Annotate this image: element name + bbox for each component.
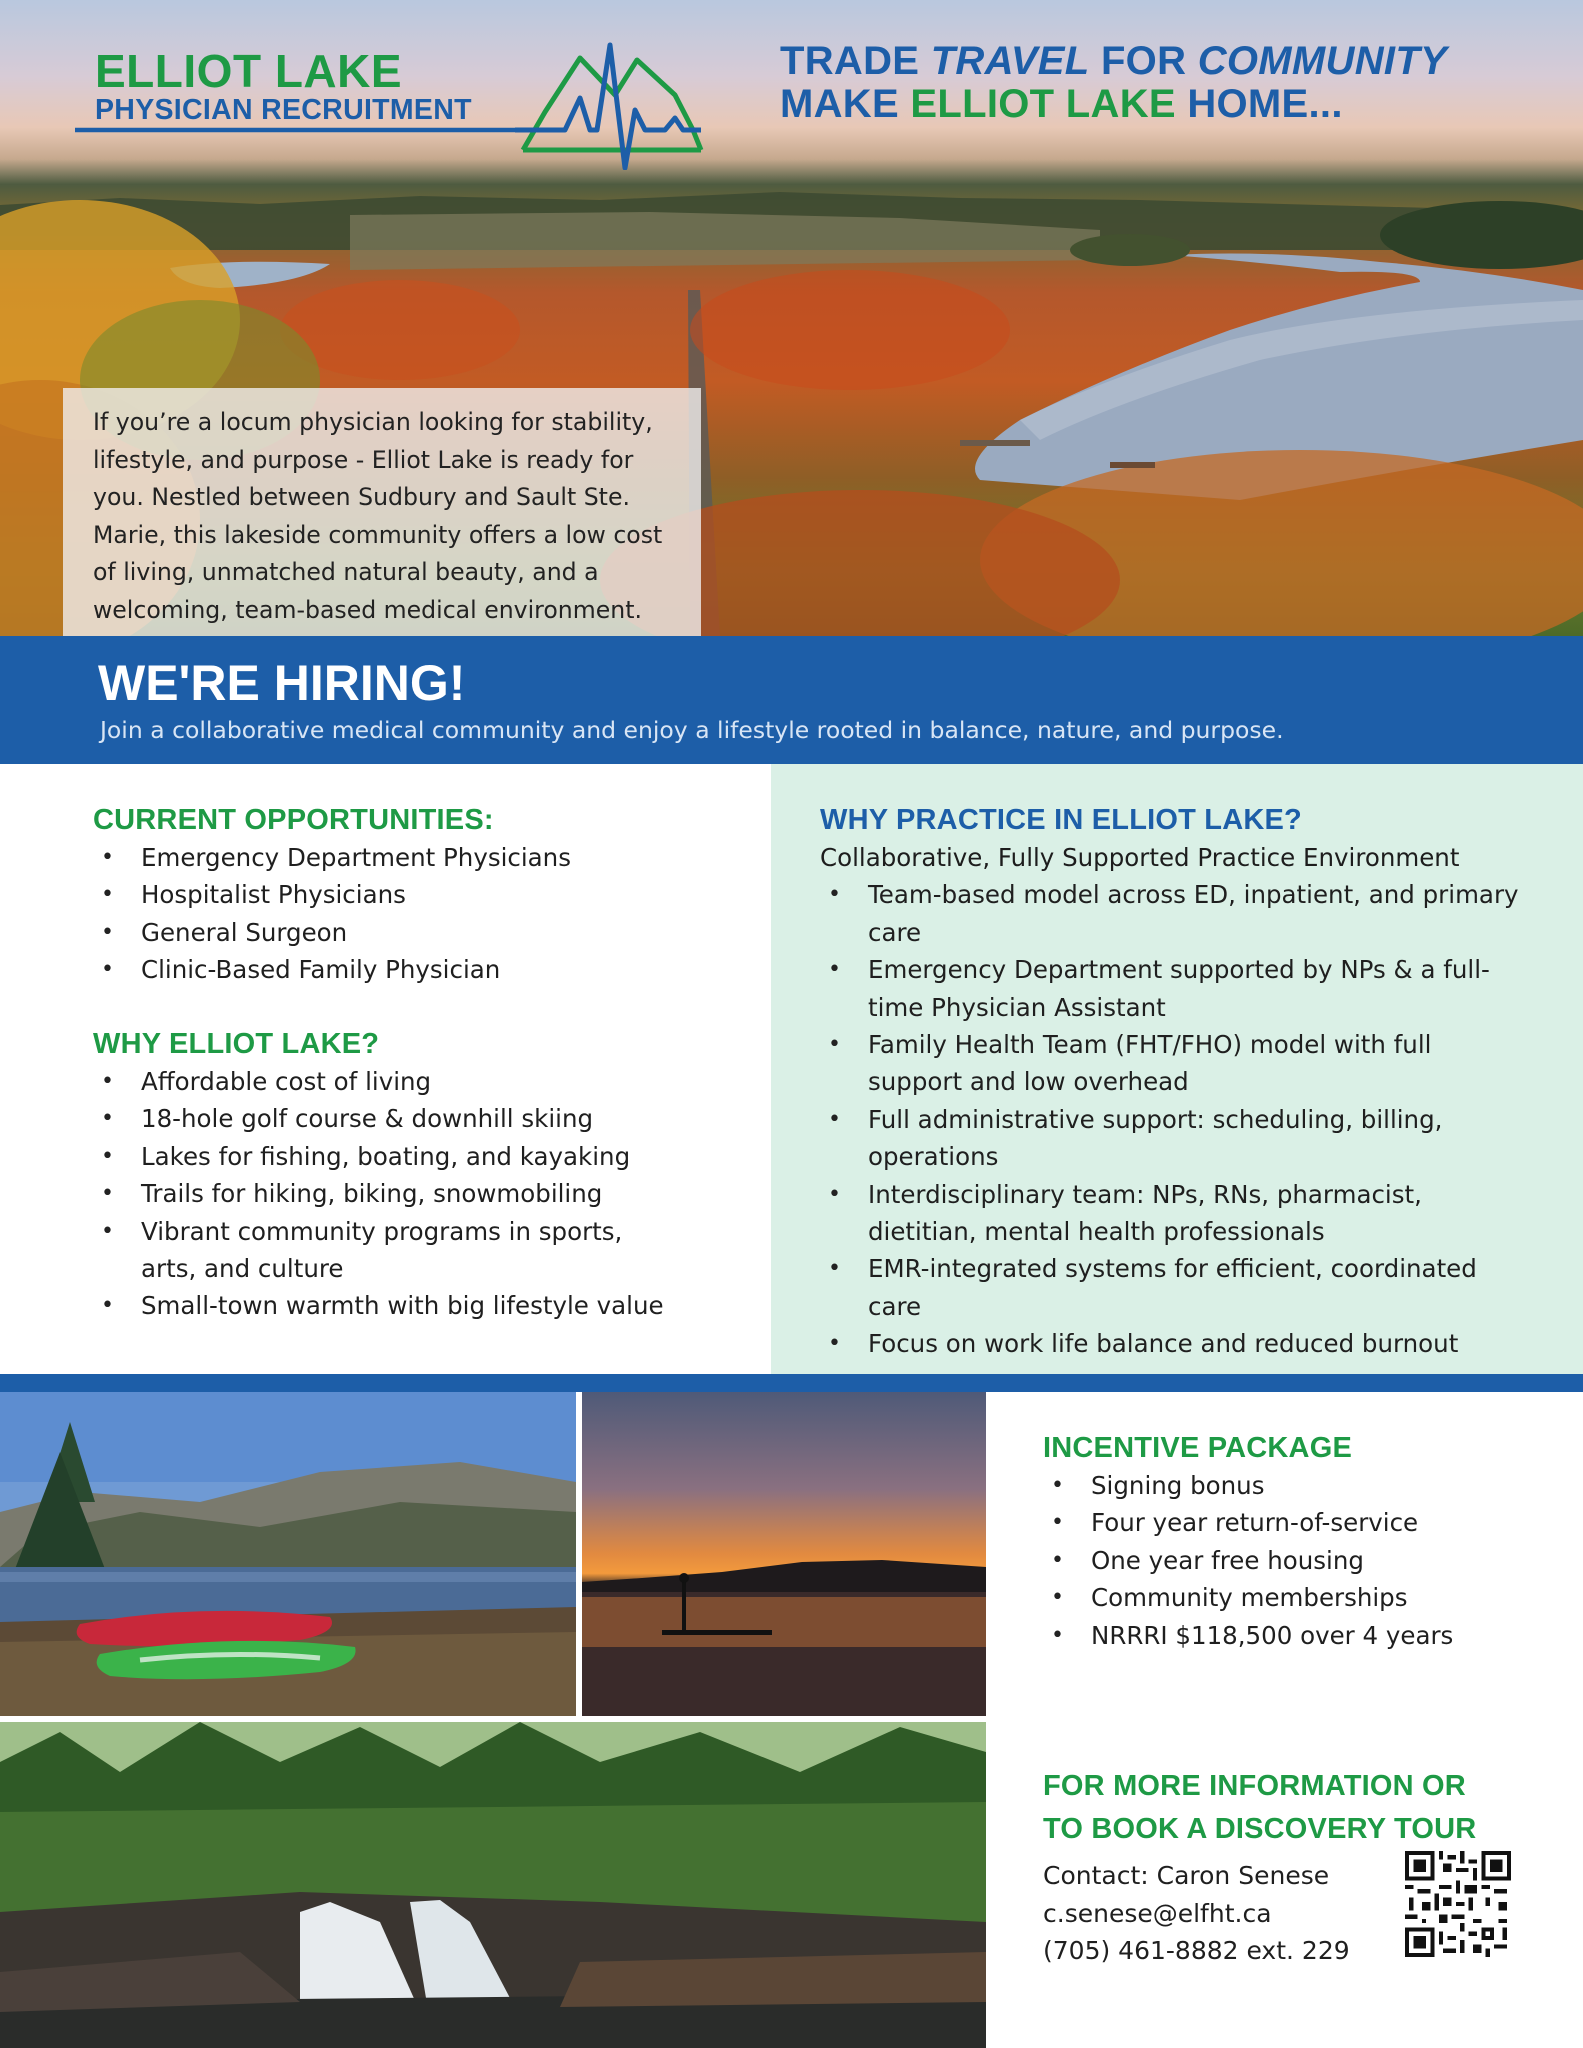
qr-code-icon[interactable]: [1405, 1851, 1511, 1957]
section-heading: INCENTIVE PACKAGE: [1043, 1432, 1353, 1464]
waterfall-forest-image: [0, 1722, 986, 2048]
logo-subtitle: PHYSICIAN RECRUITMENT: [95, 94, 472, 126]
list-item: • Family Health Team (FHT/FHO) model with full support and low overhead: [820, 1026, 1530, 1101]
paddleboard-sunset-photo: [582, 1392, 986, 1716]
list-item: • Interdisciplinary team: NPs, RNs, pharmacist, dietitian, mental health professionals: [820, 1176, 1530, 1251]
waterfall-photo: [0, 1722, 986, 2048]
section-heading: WHY ELLIOT LAKE?: [93, 1028, 380, 1060]
list-item: • Small-town warmth with big lifestyle value: [93, 1287, 753, 1324]
list-item: • 18-hole golf course & downhill skiing: [93, 1100, 753, 1137]
list-item: • Emergency Department Physicians: [93, 839, 753, 876]
list-item: • Trails for hiking, biking, snowmobiling: [93, 1175, 753, 1212]
list-item: • Clinic-Based Family Physician: [93, 951, 753, 988]
intro-text-box: [63, 388, 701, 636]
incentive-list: [1043, 1467, 1563, 1654]
recruitment-logo: [75, 40, 705, 170]
contact-name: Contact: Caron Senese: [1043, 1861, 1330, 1890]
list-item: • Lakes for fishing, boating, and kayaking: [93, 1138, 753, 1175]
opportunities-list: [93, 839, 753, 989]
list-item: • EMR-integrated systems for efficient, coordinated care: [820, 1250, 1530, 1325]
intro-line: lifestyle, and purpose - Elliot Lake is ready for: [93, 445, 634, 474]
intro-line: welcoming, team-based medical environment.: [93, 595, 642, 624]
kayaks-photo: [0, 1392, 576, 1716]
list-item: • Focus on work life balance and reduced burnout: [820, 1325, 1530, 1362]
incentive-package-section: [1043, 1432, 1563, 1654]
hiring-title: WE'RE HIRING!: [98, 655, 466, 711]
intro-line: If you’re a locum physician looking for stability,: [93, 408, 653, 436]
logo-title: ELLIOT LAKE: [95, 45, 403, 97]
section-heading: CURRENT OPPORTUNITIES:: [93, 804, 494, 836]
current-opportunities-section: [93, 804, 753, 989]
section-heading: WHY PRACTICE IN ELLIOT LAKE?: [820, 804, 1302, 836]
list-item: • Four year return-of-service: [1043, 1504, 1563, 1541]
why-elliot-lake-list: [93, 1063, 753, 1325]
list-item: • Emergency Department supported by NPs & a full-time Physician Assistant: [820, 951, 1530, 1026]
list-item: • One year free housing: [1043, 1542, 1563, 1579]
list-item: • Full administrative support: scheduling, billing, operations: [820, 1101, 1530, 1176]
list-item: • Vibrant community programs in sports, arts, and culture: [93, 1213, 633, 1288]
section-heading-line-1: FOR MORE INFORMATION OR: [1043, 1770, 1466, 1802]
intro-line: you. Nestled between Sudbury and Sault Ste.: [93, 483, 630, 511]
section-lead: Collaborative, Fully Supported Practice Environment: [820, 843, 1460, 872]
list-item: • NRRRI $118,500 over 4 years: [1043, 1617, 1563, 1654]
why-practice-list: [820, 876, 1530, 1362]
intro-line: of living, unmatched natural beauty, and a: [93, 558, 599, 586]
paddleboard-sunset-image: [582, 1392, 986, 1716]
why-elliot-lake-section: [93, 1028, 753, 1325]
hiring-subtitle: Join a collaborative medical community and enjoy a lifestyle rooted in balance, nature, and purpose.: [100, 716, 1284, 744]
list-item: • General Surgeon: [93, 914, 753, 951]
section-heading-line-2: TO BOOK A DISCOVERY TOUR: [1043, 1813, 1477, 1845]
contact-phone[interactable]: (705) 461-8882 ext. 229: [1043, 1936, 1350, 1965]
list-item: • Community memberships: [1043, 1579, 1563, 1616]
tagline: [780, 40, 1447, 126]
section-divider: [0, 1374, 1583, 1392]
intro-line: Marie, this lakeside community offers a low cost: [93, 520, 663, 549]
list-item: • Affordable cost of living: [93, 1063, 753, 1100]
hiring-banner: [0, 636, 1583, 764]
right-column: [771, 764, 1583, 1374]
contact-email[interactable]: c.senese@elfht.ca: [1043, 1898, 1272, 1928]
list-item: • Signing bonus: [1043, 1467, 1563, 1504]
kayaks-on-shore-image: [0, 1392, 576, 1716]
tagline-line-2: MAKE ELLIOT LAKE HOME...: [780, 82, 1343, 126]
list-item: • Hospitalist Physicians: [93, 876, 753, 913]
hero-photo: [0, 0, 1583, 636]
list-item: • Team-based model across ED, inpatient, and primary care: [820, 876, 1530, 951]
tagline-line-1: TRADE TRAVEL FOR COMMUNITY: [780, 39, 1448, 83]
why-practice-section: [820, 804, 1560, 1363]
left-column: [0, 764, 771, 1374]
